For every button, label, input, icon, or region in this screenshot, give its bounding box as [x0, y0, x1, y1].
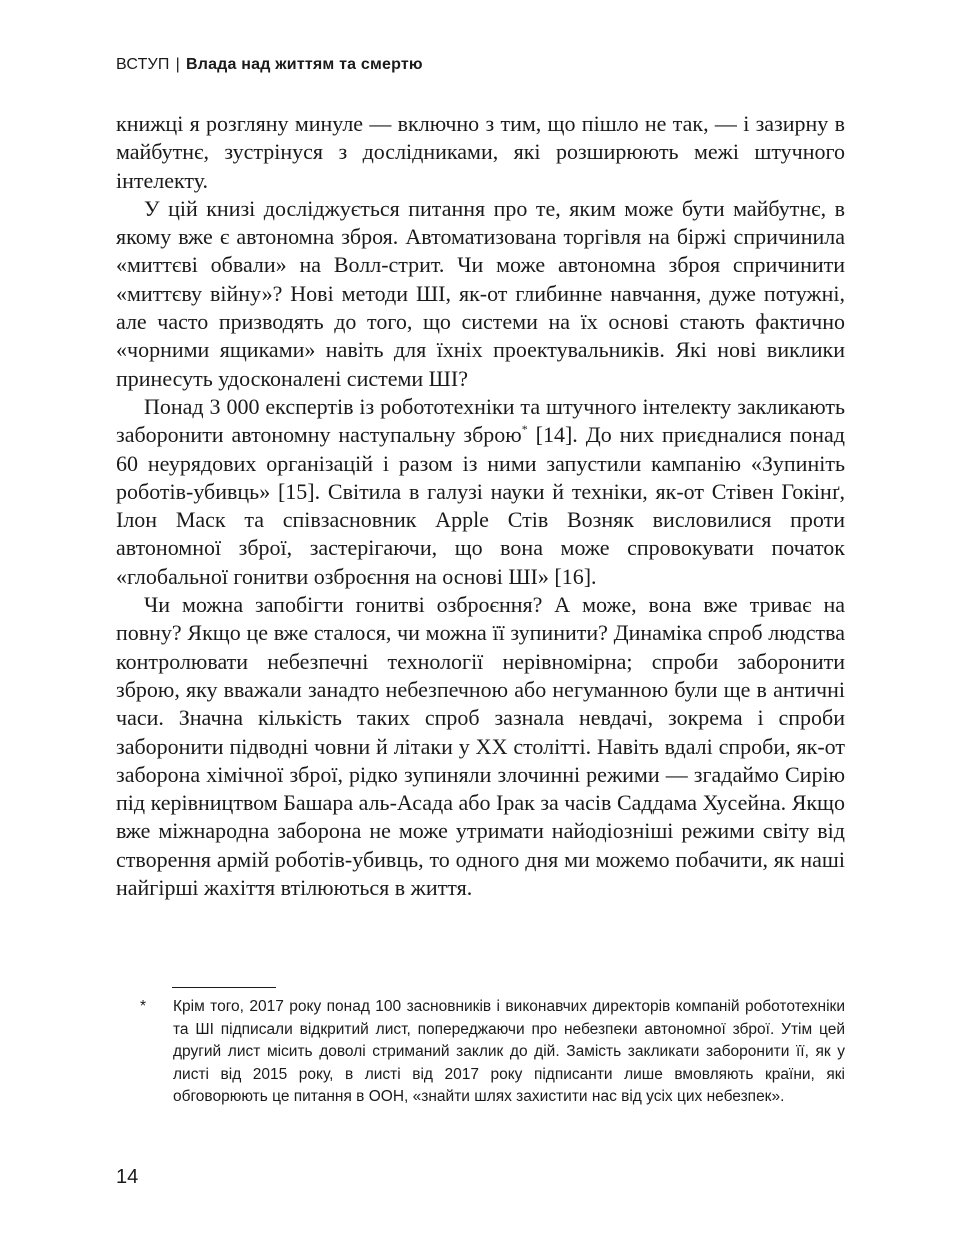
paragraph-with-footnote-ref — [116, 393, 845, 591]
footnote — [140, 996, 845, 1109]
running-head-chapter-title: Влада над життям та смертю — [185, 56, 423, 73]
page-number: 14 — [116, 1166, 139, 1188]
paragraph: Чи можна запобігти гонитві озброєння? А може, вона вже триває на повну? Якщо це вже сталося, чи можна її зупинити? Динаміка спроб людства контролювати небезпечні технології нерівномірна; спроби заборонити зброю, яку вважали занадто небезпечною або негуманною були ще в античні часи. Значна кількість таких спроб зазнала невдачі, зокрема і спроби заборонити підводні човни й літаки у XX столітті. Навіть вдалі спроби, як-от заборона хімічної зброї, рідко зупиняли злочинні режими — згадаймо Сирію під керівництвом Башара аль-Асада або Ірак за часів Саддама Хусейна. Якщо вже міжнародна заборона не може утримати найодіозніші режими світу від створення армій роботів-убивць, то одного дня ми можемо побачити, як наші найгірші жахіття втілюються в життя. — [116, 592, 845, 901]
body-text — [116, 110, 845, 902]
running-head — [116, 56, 423, 74]
footnote-mark: * — [140, 998, 147, 1015]
running-head-separator: | — [175, 56, 180, 73]
footnote-reference-mark[interactable]: * — [521, 422, 528, 437]
paragraph-text: Понад 3 000 експертів із робототехніки та штучного інтелекту закликають заборонити автономну наступальну зброю — [116, 393, 845, 448]
running-head-section: ВСТУП — [116, 56, 170, 73]
footnote-text: Крім того, 2017 року понад 100 засновників і виконавчих директорів компаній робототехніки та ШІ підписали відкритий лист, попереджаючи про небезпеки автономної зброї. Утім цей другий лист місить доволі стриманий заклик до дій. Замість закликати заборонити її, як у листі від 2015 року, в листі від 2017 року підписанти лише вмовляють країни, які обговорюють це питання в ООН, «знайти шлях захистити нас від усіх цих небезпек». — [173, 998, 845, 1105]
paragraph-text: [14]. До них приєдналися понад 60 неурядових організацій і разом із ними запустили кампанію «Зупиніть роботів-убивць» [15]. Світила в галузі науки й техніки, як-от Стівен Гокінґ, Ілон Маск та співзасновник Apple Стів Возняк висловилися проти автономної зброї, застерігаючи, що вона може спровокувати початок «глобальної гонитви озброєння на основі ШІ» [16]. — [116, 422, 845, 589]
paragraph: У цій книзі досліджується питання про те, яким може бути майбутнє, в якому вже є автономна зброя. Автоматизована торгівля на біржі спричинила «миттєві обвали» на Волл-стрит. Чи може автономна зброя спричинити «миттєву війну»? Нові методи ШІ, як-от глибинне навчання, дуже потужні, але часто призводять до того, що системи на їх основі стають фактично «чорними ящиками» навіть для їхніх проектувальників. Які нові виклики принесуть удосконалені системи ШІ? — [116, 195, 845, 391]
footnote-divider — [172, 987, 276, 988]
paragraph-continued: книжці я розгляну минуле — включно з тим, що пішло не так, — і зазирну в майбутнє, зустрінуся з дослідниками, які розширюють межі штучного інтелекту. — [116, 111, 845, 193]
